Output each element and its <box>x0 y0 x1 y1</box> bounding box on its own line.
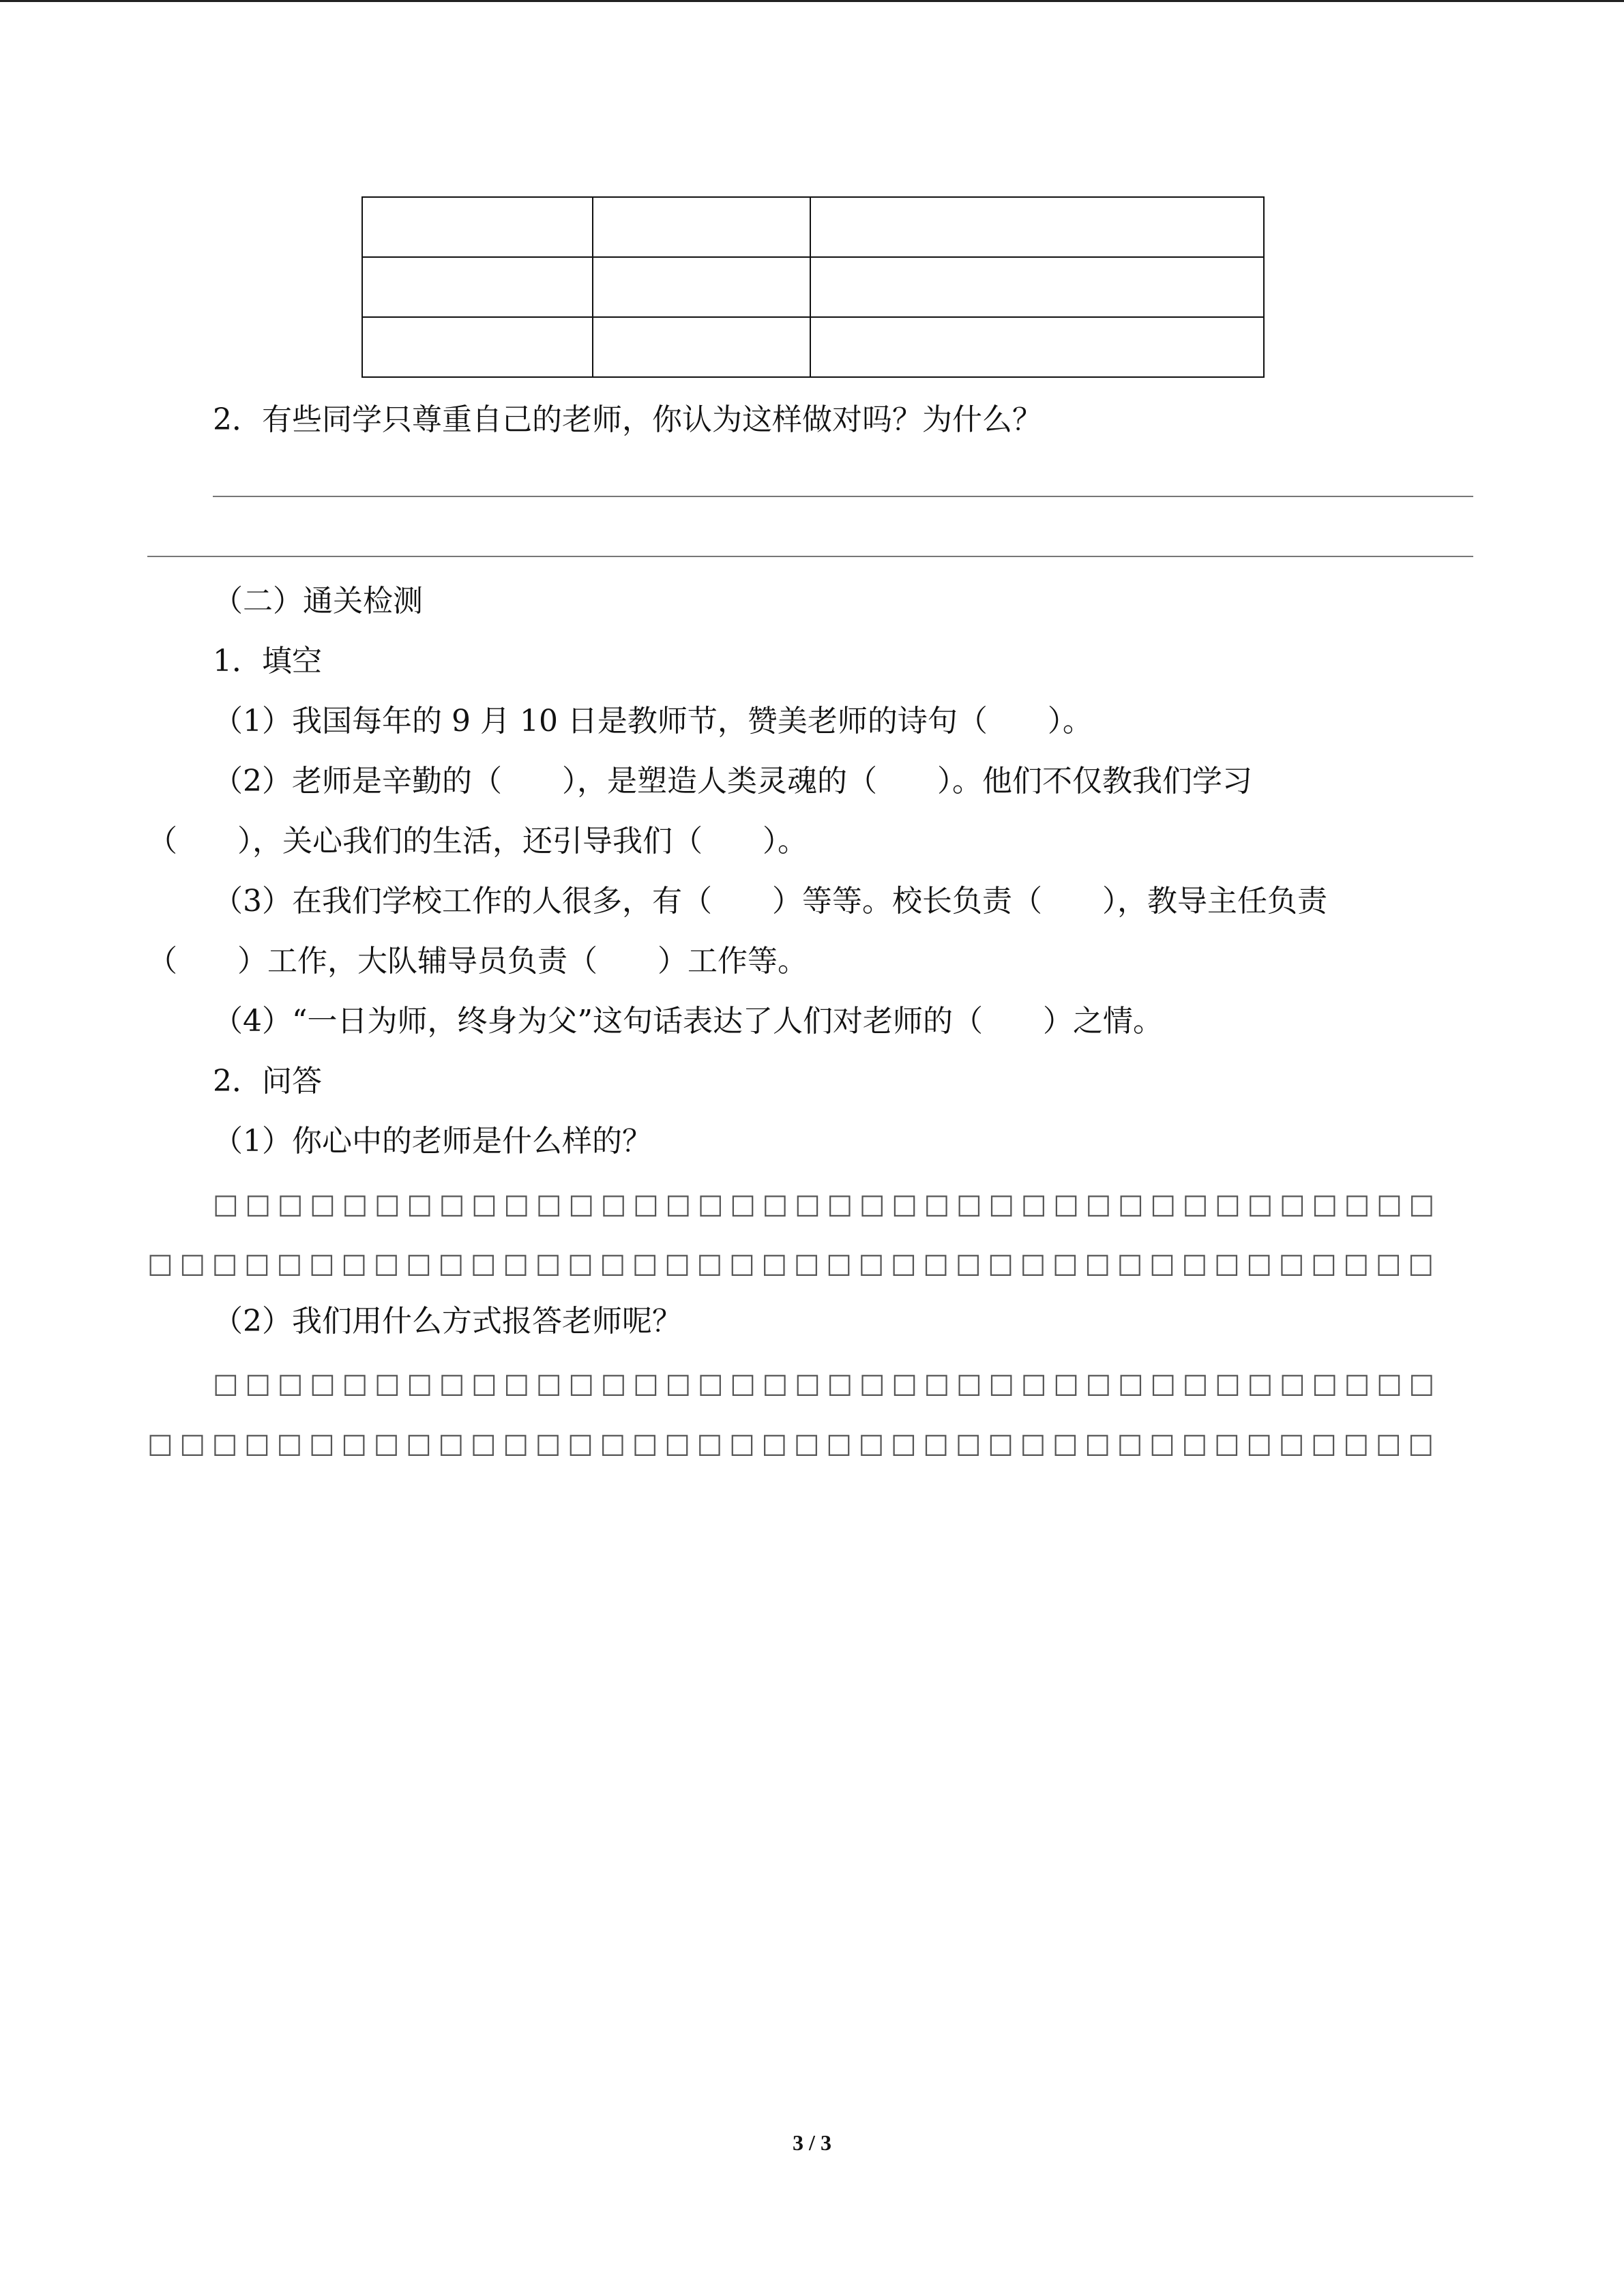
table-row <box>362 317 1264 377</box>
answer-box-row[interactable]: □□□□□□□□□□□□□□□□□□□□□□□□□□□□□□□□□□□□□□□□ <box>147 1428 1441 1459</box>
table-cell[interactable] <box>810 257 1264 317</box>
answer-box-row[interactable]: □□□□□□□□□□□□□□□□□□□□□□□□□□□□□□□□□□□□□□ <box>213 1189 1441 1220</box>
answer-line[interactable] <box>213 496 1473 497</box>
answer-box-row[interactable]: □□□□□□□□□□□□□□□□□□□□□□□□□□□□□□□□□□□□□□□□ <box>147 1248 1441 1279</box>
fill-item-3-line-1: （3）在我们学校工作的人很多，有（ ）等等。校长负责（ ），教导主任负责 <box>213 884 1327 919</box>
answer-table <box>361 196 1265 378</box>
answer-box-row[interactable]: □□□□□□□□□□□□□□□□□□□□□□□□□□□□□□□□□□□□□□ <box>213 1368 1441 1399</box>
table-cell[interactable] <box>362 257 593 317</box>
fill-item-2-line-1: （2）老师是辛勤的（ ），是塑造人类灵魂的（ ）。他们不仅教我们学习 <box>213 764 1252 799</box>
fill-item-3-line-2: （ ）工作，大队辅导员负责（ ）工作等。 <box>147 944 808 979</box>
section-heading: （二）通关检测 <box>213 584 423 618</box>
qa-item-1: （1）你心中的老师是什么样的？ <box>213 1124 652 1159</box>
table-cell[interactable] <box>593 257 810 317</box>
fill-item-4: （4）“一日为师，终身为父”这句话表达了人们对老师的（ ）之情。 <box>213 1004 1163 1039</box>
qa-item-2: （2）我们用什么方式报答老师呢？ <box>213 1304 682 1339</box>
table-row <box>362 197 1264 257</box>
qa-title: 2．问答 <box>213 1064 322 1099</box>
fill-title: 1．填空 <box>213 644 322 679</box>
page-top-border <box>0 0 1624 2</box>
table-cell[interactable] <box>810 197 1264 257</box>
table-cell[interactable] <box>810 317 1264 377</box>
table-cell[interactable] <box>593 317 810 377</box>
table-cell[interactable] <box>362 197 593 257</box>
fill-item-1: （1）我国每年的 9 月 10 日是教师节，赞美老师的诗句（ ）。 <box>213 704 1093 739</box>
table-cell[interactable] <box>593 197 810 257</box>
table-row <box>362 257 1264 317</box>
section-divider <box>147 556 1473 557</box>
table-cell[interactable] <box>362 317 593 377</box>
question-2: 2．有些同学只尊重自己的老师，你认为这样做对吗？为什么？ <box>213 402 1042 437</box>
fill-item-2-line-2: （ ），关心我们的生活，还引导我们（ ）。 <box>147 824 808 859</box>
page-number: 3 / 3 <box>793 2130 831 2155</box>
